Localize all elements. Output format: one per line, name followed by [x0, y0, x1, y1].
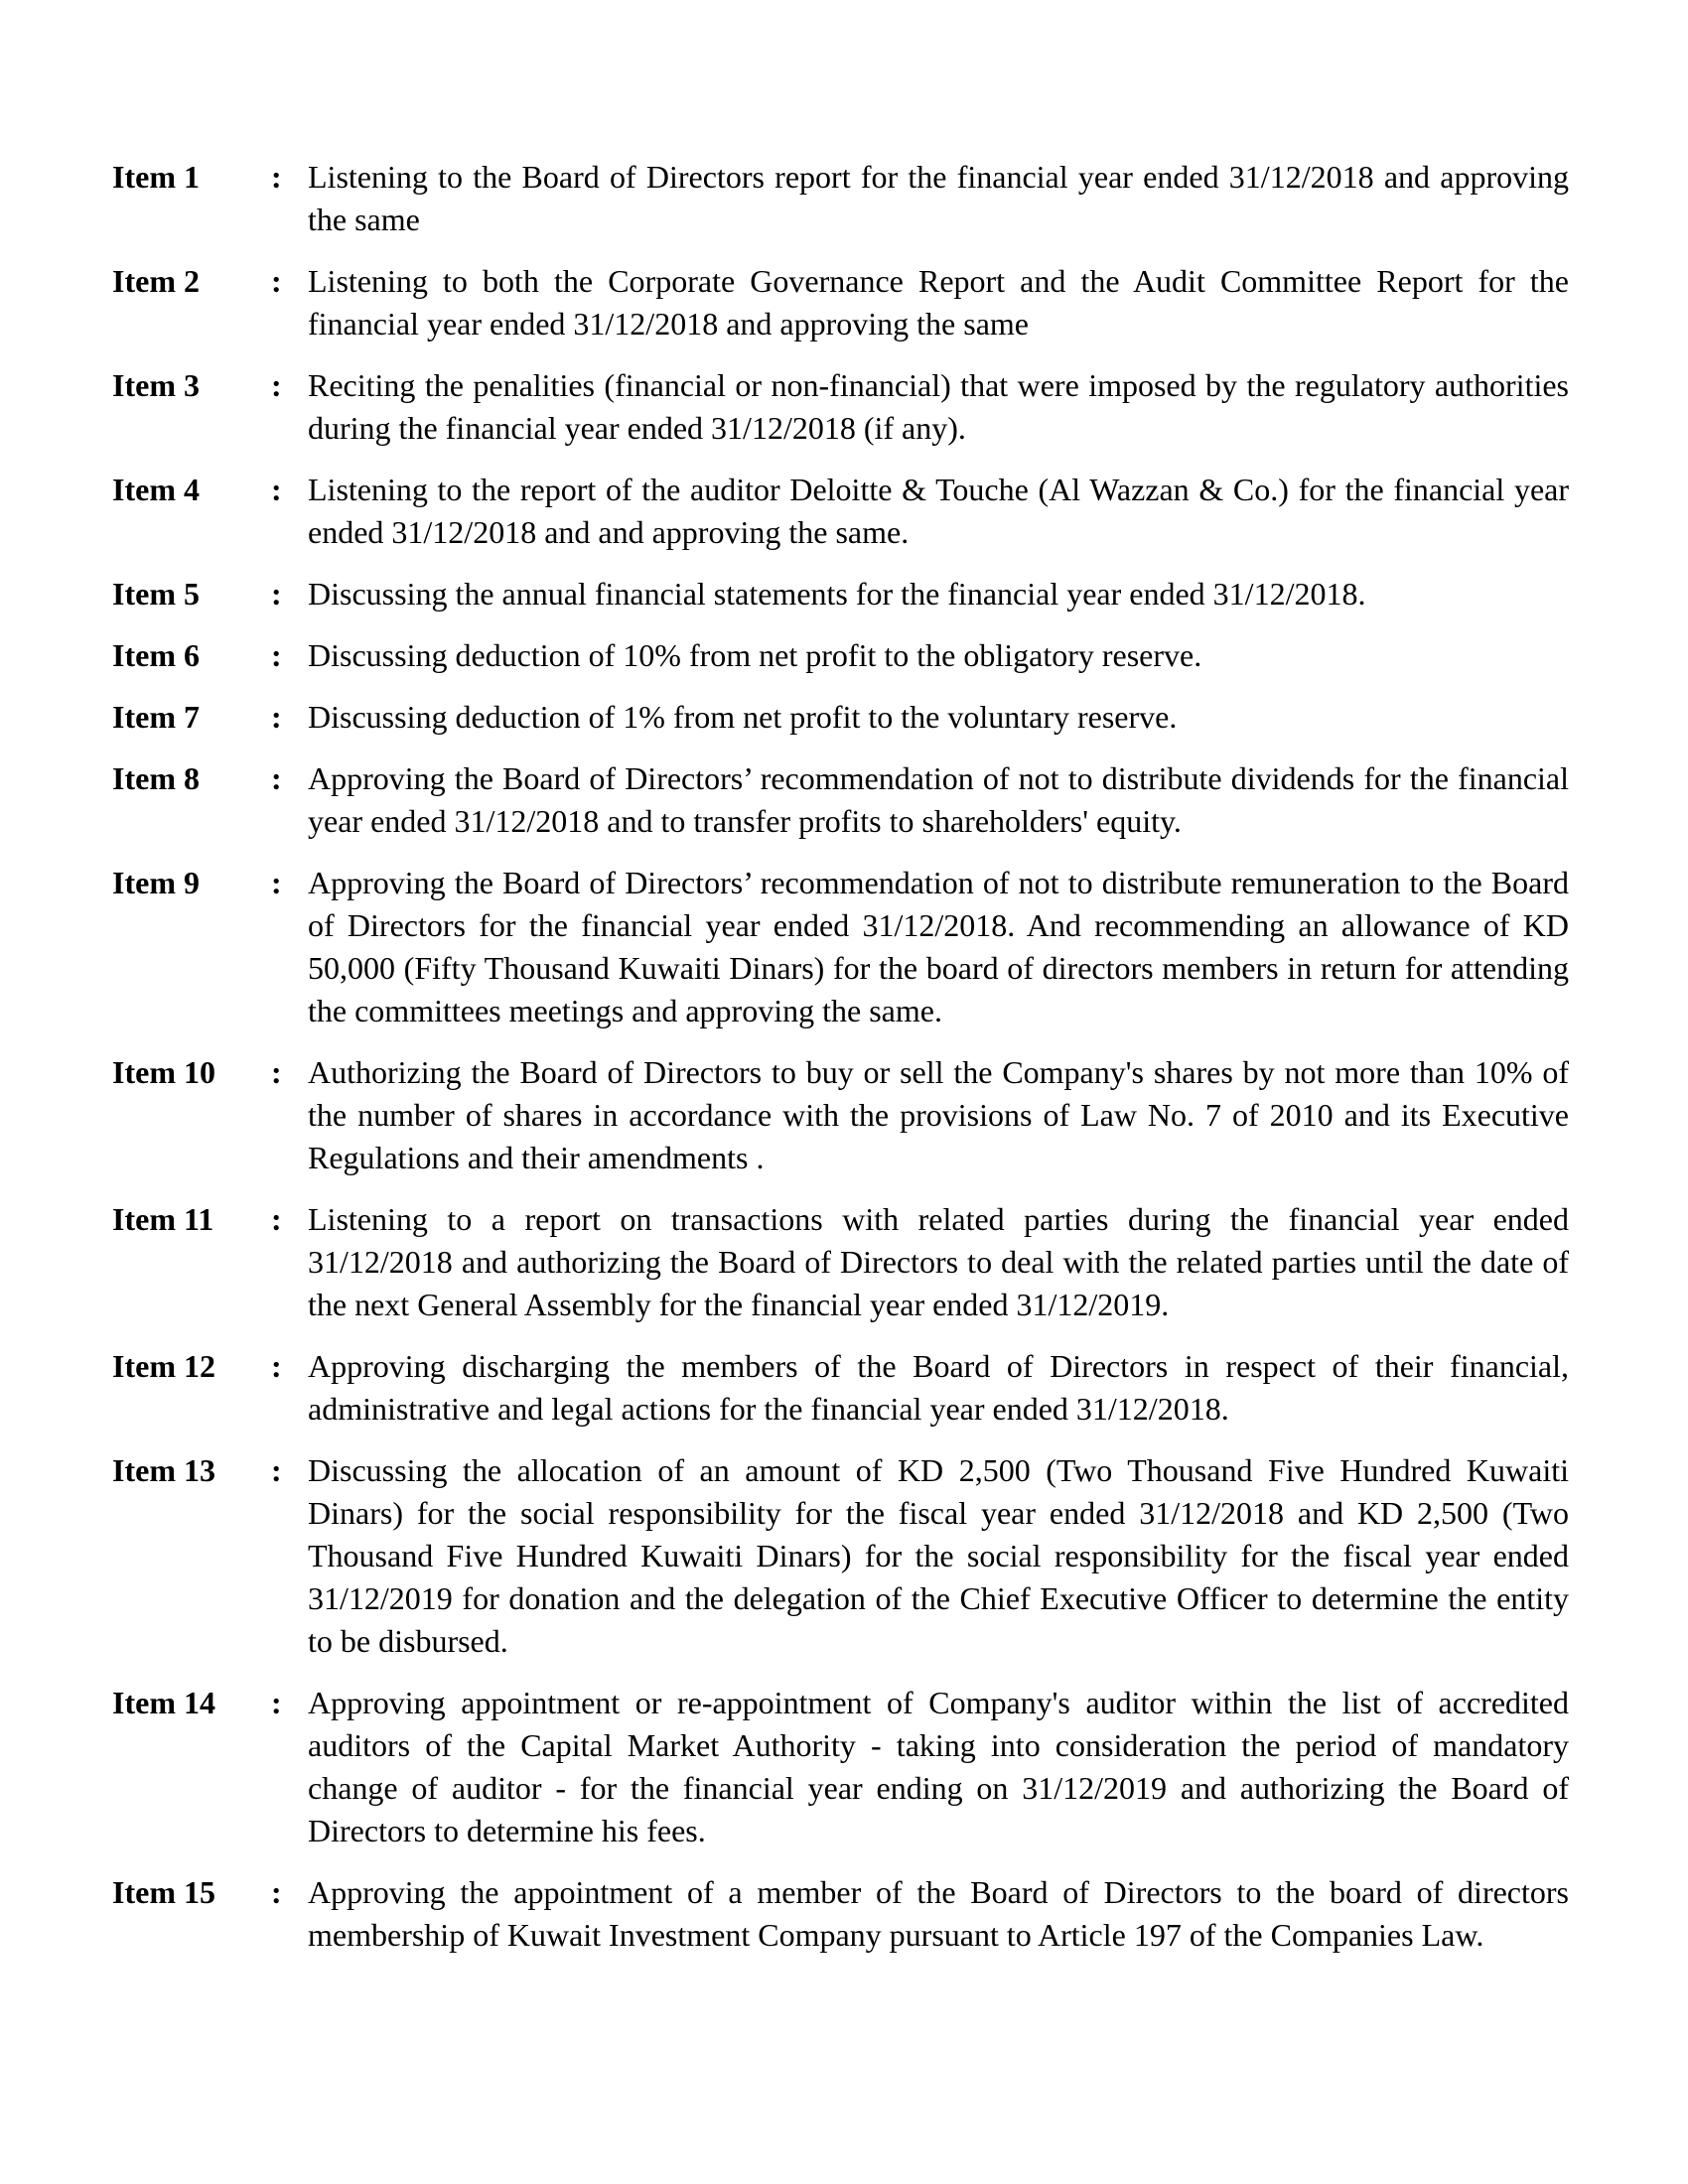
item-label: Item 13 [112, 1452, 215, 1488]
item-colon-separator: : [271, 159, 282, 195]
item-colon-separator: : [271, 576, 282, 612]
item-colon-separator: : [271, 760, 282, 796]
item-colon-separator: : [271, 472, 282, 507]
item-colon-separator: : [271, 1874, 282, 1910]
item-label: Item 5 [112, 576, 200, 612]
item-text: Listening to the Board of Directors report for the financial year ended 31/12/2018 and approving the same [308, 159, 1569, 237]
agenda-items-list [112, 156, 1569, 1976]
item-text: Listening to a report on transactions with related parties during the financial year ended 31/12/2018 and authorizing the Board of Directors to deal with the related parties until the date of the next General Assembly for the financial year ended 31/12/2019. [308, 1201, 1569, 1322]
item-colon-separator: : [271, 1452, 282, 1488]
item-text: Listening to both the Corporate Governance Report and the Audit Committee Report for the financial year ended 31/12/2018 and approving the same [308, 263, 1569, 341]
item-colon-separator: : [271, 637, 282, 673]
item-label: Item 10 [112, 1054, 215, 1090]
agenda-item-row [112, 1345, 1569, 1431]
item-text: Approving discharging the members of the Board of Directors in respect of their financial, administrative and legal actions for the financial year ended 31/12/2018. [308, 1348, 1569, 1427]
item-text: Discussing the allocation of an amount of KD 2,500 (Two Thousand Five Hundred Kuwaiti Dinars) for the social responsibility for the fiscal year ended 31/12/2018 and KD 2,500 (Two Thousand Five Hundred Kuwaiti Dinars) for the social responsibility for the fiscal year ended 31/12/2019 for donation and the delegation of the Chief Executive Officer to determine the entity to be disbursed. [308, 1452, 1569, 1659]
agenda-item-row [112, 260, 1569, 345]
item-text: Discussing deduction of 1% from net profit to the voluntary reserve. [308, 699, 1178, 735]
item-label: Item 2 [112, 263, 200, 299]
agenda-item-row [112, 1682, 1569, 1852]
item-colon-separator: : [271, 699, 282, 735]
item-text: Discussing the annual financial statements for the financial year ended 31/12/2018. [308, 576, 1366, 612]
item-colon-separator: : [271, 1201, 282, 1237]
agenda-item-row [112, 364, 1569, 450]
item-label: Item 7 [112, 699, 200, 735]
item-colon-separator: : [271, 1348, 282, 1384]
item-label: Item 8 [112, 760, 200, 796]
agenda-item-row [112, 469, 1569, 554]
agenda-item-row [112, 573, 1569, 615]
item-colon-separator: : [271, 263, 282, 299]
agenda-item-row [112, 862, 1569, 1032]
item-label: Item 11 [112, 1201, 214, 1237]
item-label: Item 3 [112, 367, 200, 403]
item-text: Authorizing the Board of Directors to buy or sell the Company's shares by not more than 10% of the number of shares in accordance with the provisions of Law No. 7 of 2010 and its Executive Regulations and their amendments . [308, 1054, 1569, 1175]
agenda-item-row [112, 696, 1569, 739]
item-text: Approving the Board of Directors’ recommendation of not to distribute dividends for the financial year ended 31/12/2018 and to transfer profits to shareholders' equity. [308, 760, 1569, 839]
item-label: Item 9 [112, 865, 200, 900]
item-text: Listening to the report of the auditor Deloitte & Touche (Al Wazzan & Co.) for the financial year ended 31/12/2018 and and approving the same. [308, 472, 1569, 550]
item-label: Item 4 [112, 472, 200, 507]
item-colon-separator: : [271, 1054, 282, 1090]
item-text: Discussing deduction of 10% from net profit to the obligatory reserve. [308, 637, 1202, 673]
item-colon-separator: : [271, 865, 282, 900]
item-label: Item 14 [112, 1685, 215, 1720]
agenda-item-row [112, 634, 1569, 677]
item-text: Approving appointment or re-appointment of Company's auditor within the list of accredited auditors of the Capital Market Authority - taking into consideration the period of mandatory change of auditor - for the financial year ending on 31/12/2019 and authorizing the Board of Directors to determine his fees. [308, 1685, 1569, 1848]
agenda-item-row [112, 757, 1569, 843]
agenda-item-row [112, 156, 1569, 241]
item-label: Item 1 [112, 159, 200, 195]
agenda-item-row [112, 1051, 1569, 1179]
agenda-item-row [112, 1871, 1569, 1957]
item-text: Approving the appointment of a member of the Board of Directors to the board of directors membership of Kuwait Investment Company pursuant to Article 197 of the Companies Law. [308, 1874, 1569, 1953]
item-colon-separator: : [271, 1685, 282, 1720]
item-text: Reciting the penalities (financial or non-financial) that were imposed by the regulatory authorities during the financial year ended 31/12/2018 (if any). [308, 367, 1569, 446]
agenda-item-row [112, 1198, 1569, 1326]
item-label: Item 12 [112, 1348, 215, 1384]
item-colon-separator: : [271, 367, 282, 403]
item-label: Item 6 [112, 637, 200, 673]
agenda-item-row [112, 1449, 1569, 1663]
item-text: Approving the Board of Directors’ recommendation of not to distribute remuneration to the Board of Directors for the financial year ended 31/12/2018. And recommending an allowance of KD 50,000 (Fifty Thousand Kuwaiti Dinars) for the board of directors members in return for attending the committees meetings and approving the same. [308, 865, 1569, 1028]
item-label: Item 15 [112, 1874, 215, 1910]
